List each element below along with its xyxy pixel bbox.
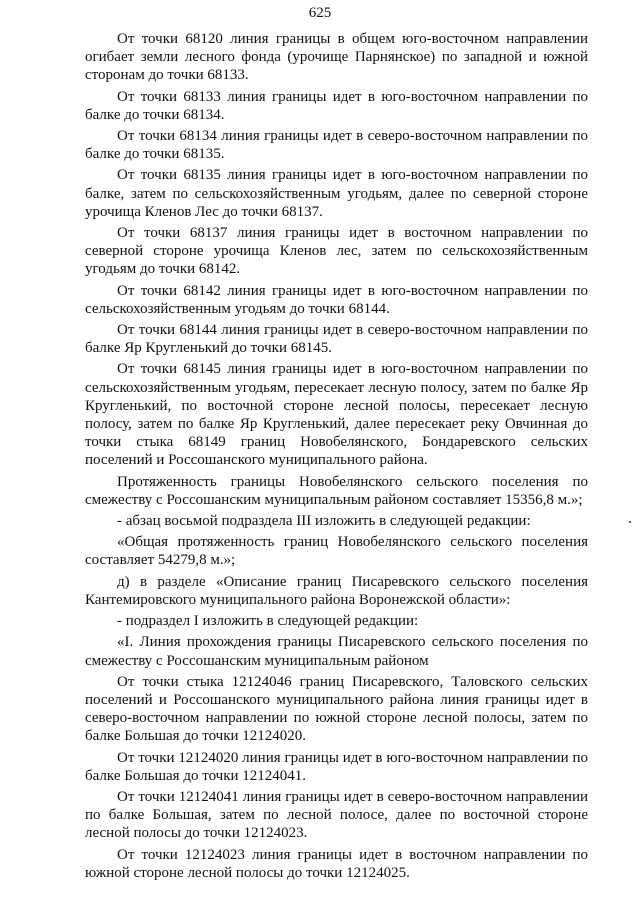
paragraph: - подраздел I изложить в следующей редакции: (117, 613, 419, 630)
paragraph: От точки стыка 12124046 границ Писаревского, Таловского сельских поселений и Россошанского муниципального района линия границы идет в северо-восточном направлении по южной стороне лесной полосы, затем по балке Большая до точки 12124020. (85, 673, 588, 745)
paragraph: От точки 68134 линия границы идет в северо-восточном направлении по балке до точки 68135. (85, 128, 588, 163)
paragraph: - абзац восьмой подраздела III изложить в следующей редакции: (117, 513, 531, 530)
paragraph: От точки 68135 линия границы идет в юго-восточном направлении по балке, затем по сельскохозяйственным угодьям, далее по северной стороне урочища Кленов Лес до точки 68137. (85, 167, 588, 220)
paragraph: От точки 68142 линия границы идет в юго-восточном направлении по сельскохозяйственным угодьям до точки 68144. (85, 282, 588, 317)
paragraph: От точки 12124023 линия границы идет в восточном направлении по южной стороне лесной полосы до точки 12124025. (85, 846, 588, 881)
paragraph: От точки 68120 линия границы в общем юго-восточном направлении огибает земли лесного фонда (урочище Парнянское) по западной и южной сторонам до точки 68133. (85, 31, 588, 84)
paragraph: От точки 12124041 линия границы идет в северо-восточном направлении по балке Большая, затем по лесной полосе, далее по восточной стороне лесной полосы до точки 12124023. (85, 788, 588, 842)
paragraph: От точки 68133 линия границы идет в юго-восточном направлении по балке до точки 68134. (85, 88, 588, 123)
paragraph: Протяженность границы Новобелянского сельского поселения по смежеству с Россошанским муниципальным районом составляет 15356,8 м.»; (85, 473, 588, 508)
paragraph: От точки 12124020 линия границы идет в юго-восточном направлении по балке Большая до точки 12124041. (85, 749, 588, 784)
scan-speck (629, 521, 631, 523)
page-number: 625 (308, 5, 332, 21)
paragraph: «Общая протяженность границ Новобелянского сельского поселения составляет 54279,8 м.»; (85, 534, 588, 569)
document-body (85, 30, 588, 885)
paragraph: д) в разделе «Описание границ Писаревского сельского поселения Кантемировского муниципального района Воронежской области»: (85, 573, 588, 608)
paragraph: От точки 68145 линия границы идет в юго-восточном направлении по сельскохозяйственным угодьям, пересекает лесную полосу, затем по балке Яр Кругленький, по восточной стороне лесной полосы, пересекает лесную полосу, затем по балке Яр Кругленький, далее пересекает реку Овчинная до точки стыка 68149 границ Новобелянского, Бондаревского сельских поселений и Россошанского муниципального района. (85, 361, 588, 469)
paragraph: От точки 68137 линия границы идет в восточном направлении по северной стороне урочища Кленов лес, затем по сельскохозяйственным угодьям до точки 68142. (85, 225, 588, 278)
paragraph: От точки 68144 линия границы идет в северо-восточном направлении по балке Яр Кругленький до точки 68145. (85, 322, 588, 357)
paragraph: «I. Линия прохождения границы Писаревского сельского поселения по смежеству с Россошанским муниципальным районом (85, 634, 588, 669)
